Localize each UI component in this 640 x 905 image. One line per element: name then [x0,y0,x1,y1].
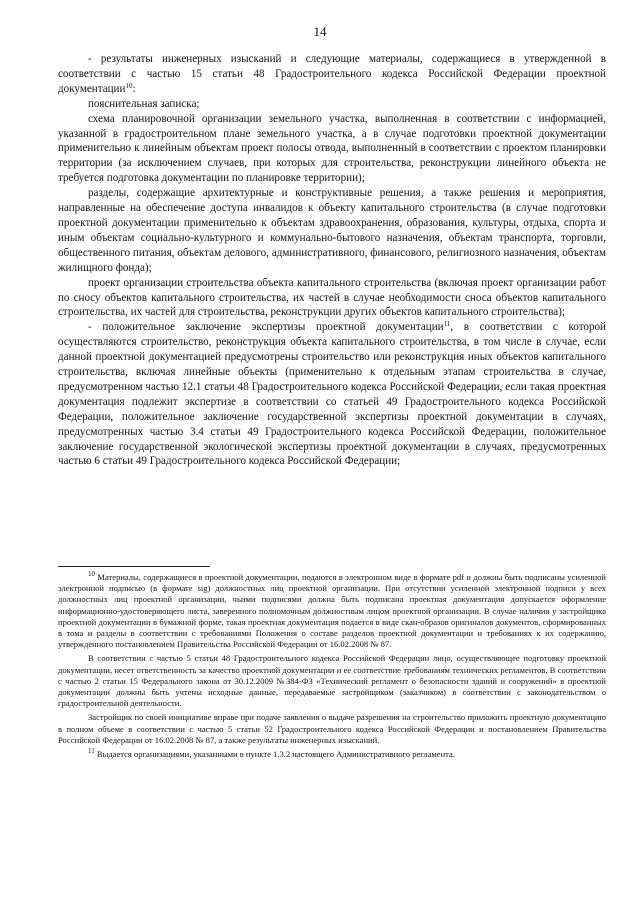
paragraph-engineering-surveys: - результаты инженерных изысканий и следующие материалы, содержащиеся в утвержденной в соответствии с частью 15 статьи 48 Градостроительного кодекса Российской Федерации проектной документации$^{10}$: [58,53,606,95]
paragraph-site-layout-scheme: схема планировочной организации земельного участка, выполненная в соответствии с информацией, указанной в градостроительном плане земельного участка, а в случае подготовки проектной документации применительно к линейным объектам проект полосы отвода, выполненный в соответствии с проектом планировки территории (за исключением случаев, при которых для строительства, реконструкции линейного объекта не требуется подготовка документации по планировке территории); [58,112,606,185]
paragraph-explanatory-note: пояснительная записка; [88,97,200,110]
footnote-10-developer-initiative: Застройщик по своей инициативе вправе при подаче заявления о выдаче разрешения на строительство приложить проектную документацию в полном объеме в соответствии с частью 5 статьи 52 Градостроительного кодекса Российской Федерации и постановлением Правительства Российской Федерации от 16.02.2008 № 87, а также результаты инженерных изысканий. [58,712,606,745]
paragraph-positive-expertise: - положительное заключение экспертизы проектной документации$^{11}$, в соответствии с которой осуществляются строительство, реконструкция объекта капитального строительства, в том числе в случае, если данной проектной документацией предусмотрены строительство или реконструкция иных объектов капитального строительства, включая линейные объекты (применительно к отдельным этапам строительства в случае, предусмотренном частью 12.1 статьи 48 Градостроительного кодекса Российской Федерации, если такая проектная документация подлежит экспертизе в соответствии со статьей 49 Градостроительного кодекса Российской Федерации, положительное заключение государственной экспертизы проектной документации в случаях, предусмотренных частью 3.4 статьи 49 Градостроительного кодекса Российской Федерации, положительное заключение государственной экологической экспертизы проектной документации в случаях, предусмотренных частью 6 статьи 49 Градостроительного кодекса Российской Федерации; [58,320,606,468]
footnote-11: $^{11}$ Выдается организациями, указанными в пункте 1.3.2 настоящего Административного регламента. [88,747,455,760]
footnote-ref-10: 10 [125,81,133,90]
paragraph-architectural-sections: разделы, содержащие архитектурные и конструктивные решения, а также решения и мероприятия, направленные на обеспечение доступа инвалидов к объекту капитального строительства (в случае подготовки проектной документации применительно к объектам здравоохранения, образования, культуры, отдыха, спорта и иным объектам социально-культурного и коммунально-бытового назначения, объектам транспорта, торговли, общественного питания, объектам делового, административного, финансового, религиозного назначения, объектам жилищного фонда); [58,187,606,274]
footnotes [58,572,606,763]
page-number: 14 [313,24,327,39]
paragraph-construction-organization: проект организации строительства объекта капитального строительства (включая проект организации работ по сносу объектов капитального строительства, их частей в случае необходимости сноса объектов капитального строительства, их частей для строительства, реконструкции других объектов капитального строительства); [58,276,606,319]
footnote-10-continued: В соответствии с частью 5 статьи 48 Градостроительного кодекса Российской Федерации лицо, осуществляющее подготовку проектной документации, несет ответственность за качество проектной документации и ее соответствие требованиям технических регламентов. В соответствии с частью 2 статьи 15 Федерального закона от 30.12.2009 №384-ФЗ «Технический регламент о безопасности зданий и сооружений» в проектной документации должны быть учтены исходные данные, передаваемые застройщиком (заказчиком) в соответствии с законодательством о градостроительной деятельности. [58,653,606,709]
footnote-divider [58,566,210,567]
footnote-10: $^{10}$ Материалы, содержащиеся в проектной документации, подаются в электронном виде в формате pdf и должны быть подписаны усиленной электронной подписью (в формате sig) должностных лиц проектной организации. При отсутствии усиленной электронной подписи у всех должностных лиц проектной организации, чьими подписями должна быть подписана проектная документация допускается оформление информационно-удостоверяющего листа, заверенного полномочным должностным лицом проектной организации. В случае наличия у застройщика проектной документации в бумажной форме, такая проектная документация подается в виде скан-образов оригиналов документов, сформированных в тома и разделы в соответствии с требованиями Положения о составе разделов проектной документации и требованиях к их содержанию, утвержденного постановлением Правительства Российской Федерации от 16.02.2008 № 87. [58,570,606,650]
main-text [58,52,606,469]
footnote-ref-11: 11 [443,320,451,329]
